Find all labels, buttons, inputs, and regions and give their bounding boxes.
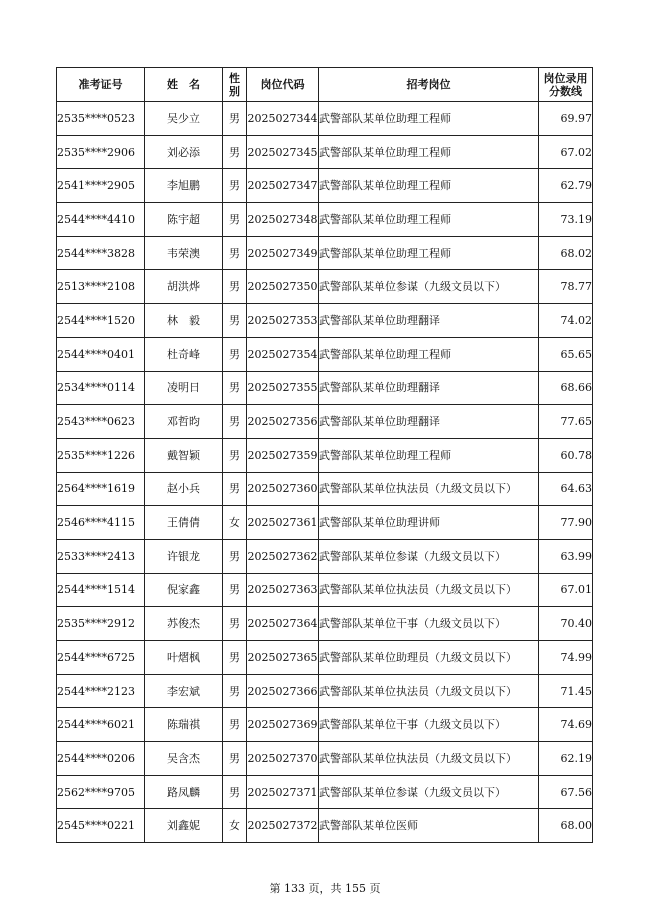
sex-cell: 男: [223, 405, 247, 439]
position-cell: 武警部队某单位助理翻译: [319, 405, 539, 439]
position-cell: 武警部队某单位助理员（九级文员以下）: [319, 641, 539, 675]
position-cell: 武警部队某单位执法员（九级文员以下）: [319, 573, 539, 607]
exam-id-cell: 2546****4115: [57, 506, 145, 540]
position-cell: 武警部队某单位参谋（九级文员以下）: [319, 539, 539, 573]
position-code-cell: 2025027359: [247, 438, 319, 472]
table-row: [57, 337, 593, 371]
table-row: [57, 742, 593, 776]
header-sex: [223, 68, 247, 102]
table-row: [57, 135, 593, 169]
score-cell: 68.02: [539, 236, 593, 270]
sex-cell: 男: [223, 270, 247, 304]
score-cell: 65.65: [539, 337, 593, 371]
sex-cell: 男: [223, 438, 247, 472]
exam-id-cell: 2535****2906: [57, 135, 145, 169]
table-row: [57, 775, 593, 809]
name-cell: 陈宇超: [145, 203, 223, 237]
name-cell: 路凤麟: [145, 775, 223, 809]
header-sex-line2: 别: [229, 84, 240, 98]
sex-cell: 男: [223, 539, 247, 573]
position-code-cell: 2025027356: [247, 405, 319, 439]
table-row: [57, 573, 593, 607]
position-cell: 武警部队某单位干事（九级文员以下）: [319, 607, 539, 641]
score-cell: 70.40: [539, 607, 593, 641]
sex-cell: 男: [223, 674, 247, 708]
position-cell: 武警部队某单位助理翻译: [319, 371, 539, 405]
header-position-code: 岗位代码: [247, 68, 319, 102]
position-code-cell: 2025027372: [247, 809, 319, 843]
exam-id-cell: 2543****0623: [57, 405, 145, 439]
table-row: [57, 641, 593, 675]
position-code-cell: 2025027344: [247, 102, 319, 136]
position-code-cell: 2025027347: [247, 169, 319, 203]
position-code-cell: 2025027371: [247, 775, 319, 809]
position-code-cell: 2025027370: [247, 742, 319, 776]
position-code-cell: 2025027355: [247, 371, 319, 405]
position-cell: 武警部队某单位执法员（九级文员以下）: [319, 472, 539, 506]
sex-cell: 男: [223, 236, 247, 270]
name-cell: 邓哲昀: [145, 405, 223, 439]
score-cell: 64.63: [539, 472, 593, 506]
sex-cell: 男: [223, 371, 247, 405]
name-cell: 许银龙: [145, 539, 223, 573]
exam-id-cell: 2544****3828: [57, 236, 145, 270]
header-name: 姓 名: [145, 68, 223, 102]
exam-id-cell: 2544****0401: [57, 337, 145, 371]
position-code-cell: 2025027345: [247, 135, 319, 169]
table-row: [57, 236, 593, 270]
table-row: [57, 371, 593, 405]
name-cell: 王倩倩: [145, 506, 223, 540]
table-row: [57, 809, 593, 843]
table-row: [57, 674, 593, 708]
sex-cell: 男: [223, 304, 247, 338]
table-row: [57, 304, 593, 338]
name-cell: 李旭鹏: [145, 169, 223, 203]
exam-id-cell: 2535****1226: [57, 438, 145, 472]
sex-cell: 女: [223, 506, 247, 540]
exam-id-cell: 2544****4410: [57, 203, 145, 237]
exam-id-cell: 2535****2912: [57, 607, 145, 641]
position-cell: 武警部队某单位助理工程师: [319, 236, 539, 270]
table-row: [57, 438, 593, 472]
position-cell: 武警部队某单位助理翻译: [319, 304, 539, 338]
sex-cell: 男: [223, 472, 247, 506]
score-cell: 73.19: [539, 203, 593, 237]
position-code-cell: 2025027364: [247, 607, 319, 641]
table-body: [57, 102, 593, 843]
name-cell: 杜奇峰: [145, 337, 223, 371]
score-table: [56, 67, 593, 843]
sex-cell: 男: [223, 607, 247, 641]
table-row: [57, 539, 593, 573]
exam-id-cell: 2544****1520: [57, 304, 145, 338]
position-cell: 武警部队某单位助理工程师: [319, 438, 539, 472]
name-cell: 陈瑞祺: [145, 708, 223, 742]
score-cell: 67.56: [539, 775, 593, 809]
table-row: [57, 607, 593, 641]
score-cell: 69.97: [539, 102, 593, 136]
position-cell: 武警部队某单位参谋（九级文员以下）: [319, 270, 539, 304]
score-cell: 74.02: [539, 304, 593, 338]
name-cell: 胡洪烨: [145, 270, 223, 304]
table-header-row: [57, 68, 593, 102]
exam-id-cell: 2544****1514: [57, 573, 145, 607]
score-cell: 74.69: [539, 708, 593, 742]
sex-cell: 男: [223, 203, 247, 237]
table-row: [57, 169, 593, 203]
table-row: [57, 203, 593, 237]
position-code-cell: 2025027362: [247, 539, 319, 573]
name-cell: 刘必添: [145, 135, 223, 169]
score-cell: 67.01: [539, 573, 593, 607]
score-cell: 68.66: [539, 371, 593, 405]
table-row: [57, 405, 593, 439]
position-cell: 武警部队某单位助理工程师: [319, 203, 539, 237]
score-cell: 62.79: [539, 169, 593, 203]
exam-id-cell: 2535****0523: [57, 102, 145, 136]
name-cell: 李宏斌: [145, 674, 223, 708]
name-cell: 刘鑫妮: [145, 809, 223, 843]
sex-cell: 男: [223, 708, 247, 742]
header-score-line1: 岗位录用: [543, 71, 588, 85]
table-row: [57, 102, 593, 136]
position-code-cell: 2025027361: [247, 506, 319, 540]
score-cell: 60.78: [539, 438, 593, 472]
name-cell: 赵小兵: [145, 472, 223, 506]
score-cell: 78.77: [539, 270, 593, 304]
name-cell: 苏俊杰: [145, 607, 223, 641]
position-cell: 武警部队某单位助理工程师: [319, 169, 539, 203]
score-cell: 62.19: [539, 742, 593, 776]
score-cell: 67.02: [539, 135, 593, 169]
name-cell: 戴智颖: [145, 438, 223, 472]
table-row: [57, 506, 593, 540]
sex-cell: 男: [223, 169, 247, 203]
score-cell: 77.90: [539, 506, 593, 540]
position-code-cell: 2025027353: [247, 304, 319, 338]
sex-cell: 男: [223, 102, 247, 136]
score-cell: 68.00: [539, 809, 593, 843]
score-cell: 77.65: [539, 405, 593, 439]
position-code-cell: 2025027348: [247, 203, 319, 237]
position-code-cell: 2025027369: [247, 708, 319, 742]
position-code-cell: 2025027363: [247, 573, 319, 607]
exam-id-cell: 2534****0114: [57, 371, 145, 405]
sex-cell: 男: [223, 337, 247, 371]
exam-id-cell: 2533****2413: [57, 539, 145, 573]
exam-id-cell: 2545****0221: [57, 809, 145, 843]
position-cell: 武警部队某单位参谋（九级文员以下）: [319, 775, 539, 809]
name-cell: 叶熠枫: [145, 641, 223, 675]
sex-cell: 男: [223, 775, 247, 809]
sex-cell: 男: [223, 742, 247, 776]
table-row: [57, 270, 593, 304]
sex-cell: 男: [223, 641, 247, 675]
header-score: [539, 68, 593, 102]
name-cell: 倪家鑫: [145, 573, 223, 607]
position-code-cell: 2025027360: [247, 472, 319, 506]
name-cell: 林 毅: [145, 304, 223, 338]
exam-id-cell: 2544****6021: [57, 708, 145, 742]
position-cell: 武警部队某单位助理讲师: [319, 506, 539, 540]
exam-id-cell: 2564****1619: [57, 472, 145, 506]
table-row: [57, 472, 593, 506]
name-cell: 韦荣澳: [145, 236, 223, 270]
exam-id-cell: 2544****2123: [57, 674, 145, 708]
name-cell: 吴含杰: [145, 742, 223, 776]
name-cell: 吴少立: [145, 102, 223, 136]
exam-id-cell: 2541****2905: [57, 169, 145, 203]
position-cell: 武警部队某单位执法员（九级文员以下）: [319, 674, 539, 708]
sex-cell: 男: [223, 135, 247, 169]
position-cell: 武警部队某单位干事（九级文员以下）: [319, 708, 539, 742]
exam-id-cell: 2513****2108: [57, 270, 145, 304]
score-cell: 71.45: [539, 674, 593, 708]
position-cell: 武警部队某单位助理工程师: [319, 135, 539, 169]
name-cell: 凌明日: [145, 371, 223, 405]
position-code-cell: 2025027366: [247, 674, 319, 708]
sex-cell: 男: [223, 573, 247, 607]
exam-id-cell: 2562****9705: [57, 775, 145, 809]
position-cell: 武警部队某单位医师: [319, 809, 539, 843]
position-code-cell: 2025027350: [247, 270, 319, 304]
position-cell: 武警部队某单位助理工程师: [319, 102, 539, 136]
position-cell: 武警部队某单位助理工程师: [319, 337, 539, 371]
header-position: 招考岗位: [319, 68, 539, 102]
score-cell: 63.99: [539, 539, 593, 573]
score-cell: 74.99: [539, 641, 593, 675]
header-score-line2: 分数线: [549, 84, 582, 98]
position-code-cell: 2025027354: [247, 337, 319, 371]
exam-id-cell: 2544****6725: [57, 641, 145, 675]
position-code-cell: 2025027365: [247, 641, 319, 675]
header-sex-line1: 性: [229, 71, 240, 85]
sex-cell: 女: [223, 809, 247, 843]
position-cell: 武警部队某单位执法员（九级文员以下）: [319, 742, 539, 776]
header-exam-id: 准考证号: [57, 68, 145, 102]
position-code-cell: 2025027349: [247, 236, 319, 270]
exam-id-cell: 2544****0206: [57, 742, 145, 776]
page-footer: 第 133 页，共 155 页: [269, 882, 381, 895]
table-row: [57, 708, 593, 742]
